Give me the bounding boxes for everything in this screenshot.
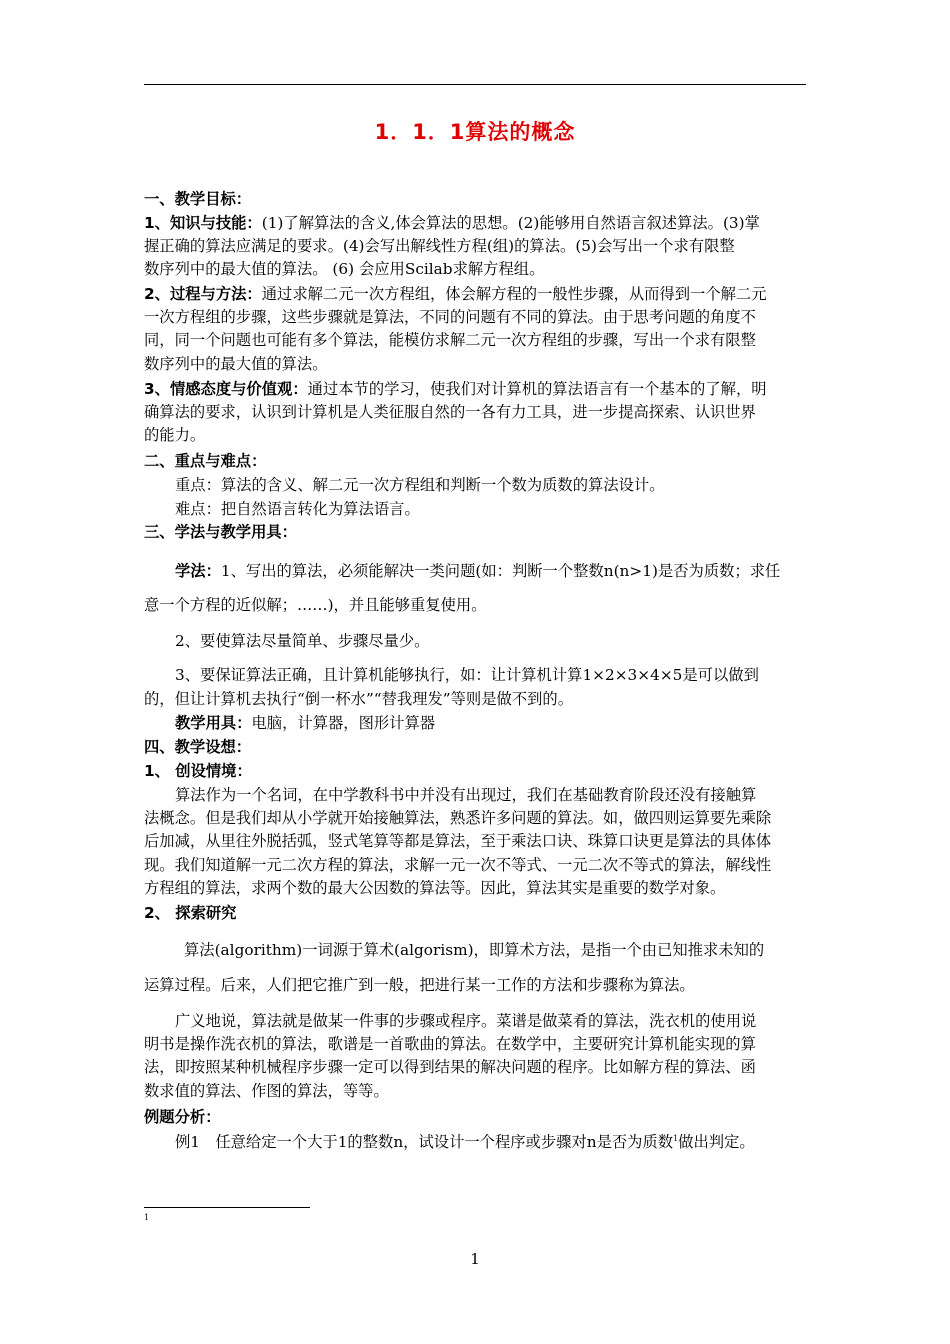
text-line: 算法作为一个名词，在中学教科书中并没有出现过，我们在基础教育阶段还没有接触算 (175, 786, 757, 804)
text-line: 数序列中的最大值的算法。 (6) 会应用Scilab求解方程组。 (144, 260, 545, 279)
text-line: 确算法的要求，认识到计算机是人类征服自然的一各有力工具，进一步提高探索、认识世界 (144, 403, 756, 422)
section-heading-teaching-plan: 四、教学设想： (144, 738, 252, 756)
text-line: 现。我们知道解一元二次方程的算法，求解一元一次不等式、一元二次不等式的算法，解线性 (144, 855, 772, 874)
header-rule (144, 84, 806, 85)
text-line: 广义地说，算法就是做某一件事的步骤或程序。菜谱是做菜肴的算法，洗衣机的使用说 (175, 1012, 757, 1030)
text-line: 法概念。但是我们却从小学就开始接触算法，熟悉许多问题的算法。如，做四则运算要先乘除 (144, 809, 772, 828)
footnote-reference[interactable]: 1 (673, 1134, 679, 1143)
text-line: 握正确的算法应满足的要求。(4)会写出解线性方程(组)的算法。(5)会写出一个求有限整 (144, 237, 735, 256)
method-line-1-cont: 意一个方程的近似解；……)，并且能够重复使用。 (144, 596, 487, 614)
paragraph-process-methods (144, 283, 808, 376)
method-line-3: 3、要保证算法正确，且计算机能够执行，如：让计算机计算1×2×3×4×5是可以做到 (175, 666, 759, 684)
label-learning-method: 学法： (175, 562, 221, 580)
paragraph-broad-definition (144, 1010, 808, 1103)
text-line: 方程组的算法，求两个数的最大公因数的算法等。因此，算法其实是重要的数学对象。 (144, 878, 726, 897)
text-line: 数序列中的最大值的算法。 (144, 354, 328, 373)
text-line: 的能力。 (144, 426, 206, 445)
paragraph-situation (144, 784, 808, 900)
paragraph-algorithm-origin-line1: 算法(algorithm)一词源于算术(algorism)，即算术方法，是指一个由已知推求未知的 (184, 941, 765, 959)
text-line: 明书是操作洗衣机的算法，歌谱是一首歌曲的算法。在数学中，主要研究计算机能实现的算 (144, 1035, 756, 1054)
text-line: 数求值的算法、作图的算法，等等。 (144, 1081, 389, 1100)
key-point-text: 重点：算法的含义、解二元一次方程组和判断一个数为质数的算法设计。 (175, 476, 665, 494)
section-heading-key-points: 二、重点与难点： (144, 452, 267, 470)
method-line-2: 2、要使算法尽量简单、步骤尽量少。 (175, 632, 430, 650)
paragraph-knowledge-skills (144, 212, 808, 282)
label-process-methods: 2、过程与方法： (144, 285, 262, 303)
subheading-explore-research: 2、 探索研究 (144, 904, 237, 922)
text-line: 做出判定。 (678, 1133, 755, 1151)
label-teaching-tools: 教学用具： (175, 714, 252, 732)
method-line-3-cont: 的，但让计算机去执行“倒一杯水”“替我理发”等则是做不到的。 (144, 690, 574, 708)
method-line-1 (144, 560, 839, 583)
section-heading-objectives: 一、教学目标： (144, 190, 252, 208)
text-line: (1)了解算法的含义,体会算法的思想。(2)能够用自然语言叙述算法。(3)掌 (261, 214, 760, 232)
text-line: 一次方程组的步骤，这些步骤就是算法，不同的问题有不同的算法。由于思考问题的角度不 (144, 308, 756, 327)
subheading-create-situation: 1、 创设情境： (144, 762, 252, 780)
difficult-point-text: 难点：把自然语言转化为算法语言。 (175, 500, 420, 518)
footnote-mark: 1 (144, 1213, 150, 1222)
page-number: 1 (470, 1250, 480, 1268)
teaching-tools-line (144, 712, 839, 735)
text-line: 同，同一个问题也可能有多个算法，能模仿求解二元一次方程组的步骤，写出一个求有限整 (144, 331, 756, 350)
text-line: 通过求解二元一次方程组，体会解方程的一般性步骤，从而得到一个解二元 (261, 285, 767, 303)
text-line: 法，即按照某种机械程序步骤一定可以得到结果的解决问题的程序。比如解方程的算法、函 (144, 1058, 756, 1077)
text-line: 1、写出的算法，必须能解决一类问题(如：判断一个整数n(n>1)是否为质数；求任 (220, 562, 781, 580)
section-heading-methods-tools: 三、学法与教学用具： (144, 523, 297, 541)
text-line: 通过本节的学习，使我们对计算机的算法语言有一个基本的了解，明 (307, 380, 767, 398)
text-line: 后加减，从里往外脱括弧，竖式笔算等都是算法，至于乘法口诀、珠算口诀更是算法的具体体 (144, 832, 772, 851)
label-attitude-values: 3、情感态度与价值观： (144, 380, 308, 398)
paragraph-attitude-values (144, 378, 808, 448)
footnote-rule (144, 1207, 310, 1208)
text-line: 电脑，计算器，图形计算器 (251, 714, 436, 732)
label-knowledge-skills: 1、知识与技能： (144, 214, 262, 232)
example-heading: 例题分析： (144, 1108, 221, 1126)
paragraph-algorithm-origin-line2: 运算过程。后来，人们把它推广到一般，把进行某一工作的方法和步骤称为算法。 (144, 976, 695, 994)
text-line: 例1 任意给定一个大于1的整数n，试设计一个程序或步骤对n是否为质数 (175, 1133, 674, 1151)
page-title: 1．1．1算法的概念 (374, 120, 576, 144)
example-1 (144, 1131, 865, 1154)
